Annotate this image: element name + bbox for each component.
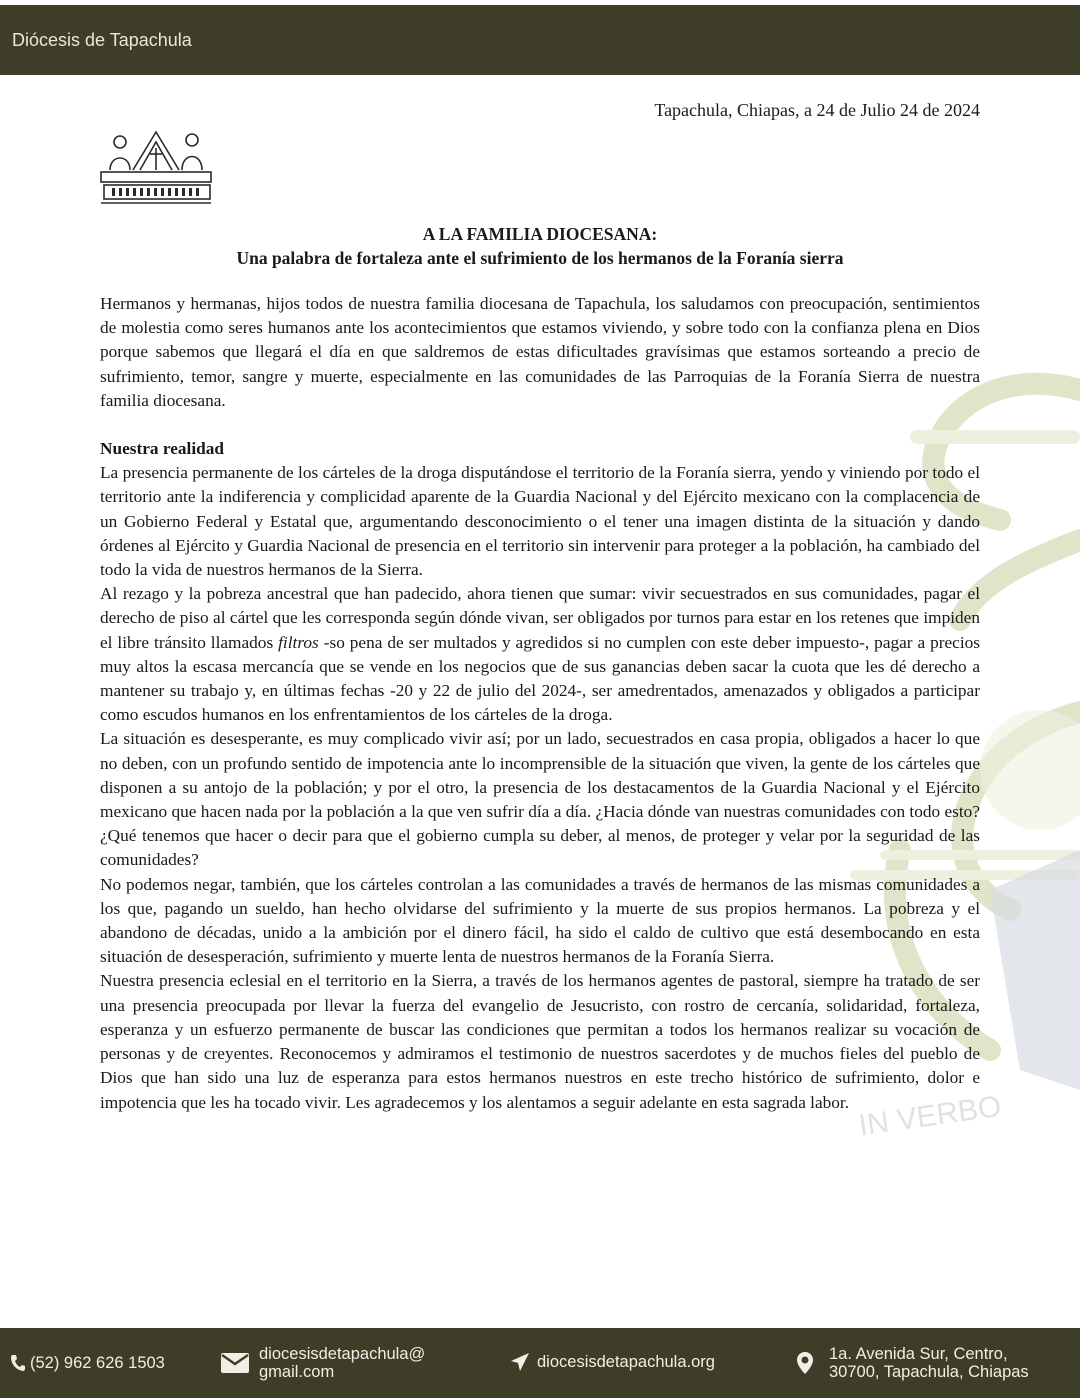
footer-phone[interactable] xyxy=(10,1354,165,1372)
paragraph-1: La presencia permanente de los cárteles de la droga disputándose el territorio de la Foranía sierra, yendo y viniendo por todo el territorio ante la indiferencia y complicidad aparente de la Guardia Nacional y del Ejército mexicano con la complacencia de un Gobierno Federal y Estatal que, argumentando desconocimiento o el tener una imagen distinta de la situación y dando órdenes al Ejército y Guardia Nacional de presencia en el territorio sin intervenir para proteger a la población, ha cambiado del todo la vida de nuestros hermanos de la Sierra. xyxy=(100,463,980,580)
watermark-text: IN VERBO xyxy=(856,1089,1004,1143)
send-icon xyxy=(510,1352,530,1372)
paragraph-3: La situación es desesperante, es muy complicado vivir así; por un lado, secuestrados en casa propia, obligados a hacer lo que no deben, con un profundo sentido de impotencia ante lo incomprensible de la situación que viven, la gente de los cárteles que disponen a su antojo de la población; y por el otro, la presencia de los destacamentos de la Guardia Nacional y el Ejército mexicano que hacen nada por la población a la que ven sufrir día a día. ¿Hacia dónde van nuestras comunidades con todo esto? ¿Qué tenemos que hacer o decir para que el gobierno cumpla su deber, al menos, de proteger y velar por la seguridad de las comunidades? xyxy=(100,729,980,870)
site-title[interactable]: Diócesis de Tapachula xyxy=(12,29,192,50)
paragraph-5: Nuestra presencia eclesial en el territorio en la Sierra, a través de los hermanos agentes de pastoral, siempre ha tratado de ser una presencia preocupada por llevar la fuerza del evangelio de Jesucristo, con rostro de cercanía, solidaridad, fortaleza, esperanza y un esfuerzo permanente de buscar las condiciones que permitan a todos los hermanos realizar su vocación de personas y de creyentes. Reconocemos y admiramos el testimonio de nuestros sacerdotes y de muchos fieles del pueblo de Dios que han sido una luz de esperanza para estos hermanos nuestros en este trecho histórico de sufrimiento, dolor e impotencia que les ha tocado vivir. Les agradecemos y los alentamos a seguir adelante en esta sagrada labor. xyxy=(100,971,980,1112)
diocese-logo xyxy=(98,124,214,206)
paragraph-2 xyxy=(100,582,980,727)
intro-paragraph: Hermanos y hermanas, hijos todos de nuestra familia diocesana de Tapachula, los saludamos con preocupación, sentimientos de molestia como seres humanos ante los acontecimientos que estamos viviendo, y sobre todo con la confianza plena en Dios porque sabemos que llegará el día en que saldremos de estas dificultades gravísimas que estamos sorteando a precio de sufrimiento, temor, sangre y muerte, especialmente en las comunidades de las Parroquias de la Foranía Sierra de nuestra familia diocesana. xyxy=(100,294,980,410)
location-pin-icon xyxy=(796,1351,814,1375)
footer-address-text xyxy=(829,1345,1029,1381)
phone-icon xyxy=(10,1354,26,1372)
letter-titles xyxy=(100,222,980,270)
letter-title: A LA FAMILIA DIOCESANA: xyxy=(422,224,658,244)
paragraph-2-part-1: Al rezago y la pobreza ancestral que han padecido, ahora tienen que sumar: vivir secuestrados en sus comunidades, pagar el derecho de piso al cártel que les corresponda según dónde vivan, ser obligados por turnos para estar en los retenes que impiden el libre tránsito llamados xyxy=(100,584,980,652)
footer-bar xyxy=(0,1328,1080,1398)
footer-phone-text: (52) 962 626 1503 xyxy=(30,1354,165,1372)
envelope-icon xyxy=(220,1352,250,1374)
letter-date: Tapachula, Chiapas, a 24 de Julio 24 de 2024 xyxy=(654,100,980,120)
footer-email-line-1: diocesisdetapachula@ xyxy=(259,1345,426,1363)
paragraph-2-italic: filtros xyxy=(278,632,319,652)
header-bar xyxy=(0,5,1080,75)
footer-email-line-2: gmail.com xyxy=(259,1363,335,1381)
paragraph-4: No podemos negar, también, que los cárteles controlan a las comunidades a través de hermanos de las mismas comunidades a los que, pagando un sueldo, han hecho olvidarse del sufrimiento y la muerte de sus propios hermanos. La pobreza y el abandono de décadas, unido a la ambición por el dinero fácil, ha sido el caldo de cultivo que está desembocando en esta situación de desesperación, sufrimiento y muerte lenta de nuestros hermanos de la Foranía Sierra. xyxy=(100,874,980,967)
footer-email[interactable] xyxy=(220,1345,425,1381)
footer-address-line-1: 1a. Avenida Sur, Centro, xyxy=(829,1345,1008,1363)
section-heading: Nuestra realidad xyxy=(100,439,225,459)
letter-subtitle: Una palabra de fortaleza ante el sufrimiento de los hermanos de la Foranía sierra xyxy=(236,248,844,268)
paragraph-2-part-2: -so pena de ser multados y agredidos si no cumplen con este deber impuesto-, pagar a precios muy altos la escasa mercancía que se vende en los negocios que de sus ganancias deben sacar la cuota que les dé derecho a mantener su trabajo y, en últimas fechas -20 y 22 de julio del 2024-, ser amedrentados, amenazados y obligados a participar como escudos humanos en los enfrentamientos de los cárteles de la droga. xyxy=(100,632,980,725)
footer-website-text: diocesisdetapachula.org xyxy=(537,1353,715,1371)
footer-address-line-2: 30700, Tapachula, Chiapas xyxy=(829,1363,1029,1381)
footer-website[interactable] xyxy=(510,1352,715,1372)
footer-email-text xyxy=(259,1345,425,1381)
footer-address xyxy=(796,1345,1029,1381)
letter-body xyxy=(100,292,980,1115)
